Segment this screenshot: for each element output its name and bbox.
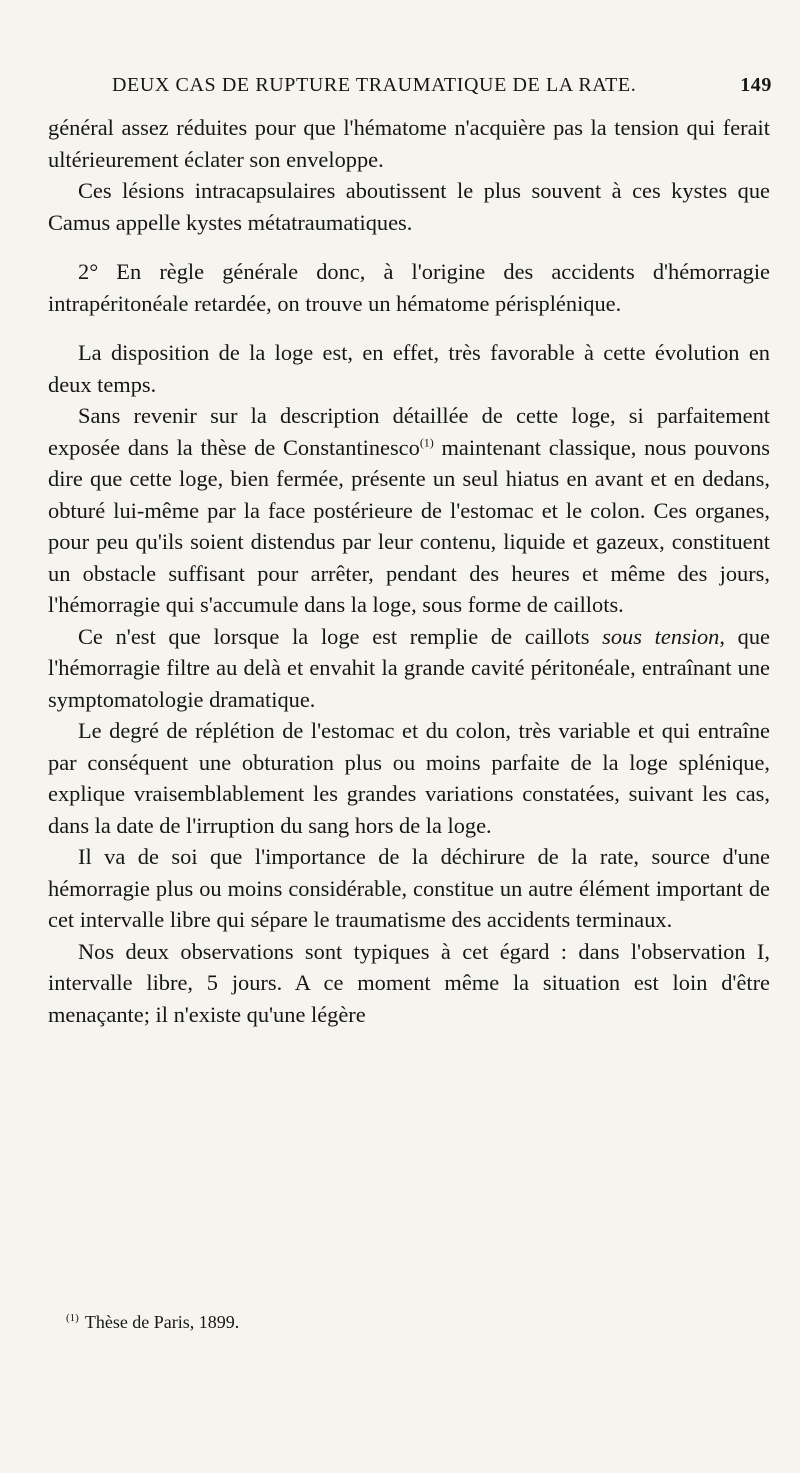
emphasis-text: sous tension: [602, 623, 720, 649]
paragraph-6-part-b: , que l'hémorragie filtre au delà et envahit la grande cavité péritonéale, entraînant une symptomatologie dramatique.: [48, 623, 770, 712]
paragraph-4: La disposition de la loge est, en effet, très favorable à cette évolution en deux temps.: [48, 340, 770, 397]
body-text: [48, 112, 770, 1030]
footnote: [66, 1312, 239, 1333]
footnote-reference[interactable]: (1): [419, 435, 434, 450]
paragraph-3: 2° En règle générale donc, à l'origine des accidents d'hémorragie intrapéritonéale retardée, on trouve un hématome périsplénique.: [48, 259, 770, 316]
paragraph-5: [48, 400, 770, 621]
paragraph-6: [48, 621, 770, 716]
paragraph-5-part-a: Sans revenir sur la description détaillée de cette loge, si parfaitement exposée dans la thèse de Constantinesco: [48, 403, 770, 460]
footnote-mark: (1): [66, 1312, 79, 1324]
paragraph-9: Nos deux observations sont typiques à cet égard : dans l'observation I, intervalle libre, 5 jours. A ce moment même la situation est loin d'être menaçante; il n'existe qu'une légère: [48, 938, 770, 1027]
paragraph-5-part-b: maintenant classique, nous pouvons dire que cette loge, bien fermée, présente un seul hiatus en avant et en dedans, obturé lui-même par la face postérieure de l'estomac et le colon. Ces organes, pour peu qu'ils soient distendus par leur contenu, liquide et gazeux, constituent un obstacle suffisant pour arrêter, pendant des heures et même des jours, l'hémorragie qui s'accumule dans la loge, sous forme de caillots.: [48, 434, 770, 617]
page-number: 149: [740, 74, 772, 96]
paragraph-2: Ces lésions intracapsulaires aboutissent le plus souvent à ces kystes que Camus appelle kystes métatraumatiques.: [48, 178, 770, 235]
running-title: DEUX CAS DE RUPTURE TRAUMATIQUE DE LA RATE.: [112, 74, 637, 96]
page-header: [112, 70, 772, 110]
paragraph-6-part-a: Ce n'est que lorsque la loge est remplie de caillots: [78, 623, 603, 649]
footnote-text: Thèse de Paris, 1899.: [84, 1312, 240, 1332]
paragraph-1: général assez réduites pour que l'hématome n'acquière pas la tension qui ferait ultérieurement éclater son enveloppe.: [48, 115, 770, 172]
paragraph-8: Il va de soi que l'importance de la déchirure de la rate, source d'une hémorragie plus ou moins considérable, constitue un autre élément important de cet intervalle libre qui sépare le traumatisme des accidents terminaux.: [48, 844, 770, 932]
paragraph-7: Le degré de réplétion de l'estomac et du colon, très variable et qui entraîne par conséquent une obturation plus ou moins parfaite de la loge splénique, explique vraisemblablement les grandes variations constatées, suivant les cas, dans la date de l'irruption du sang hors de la loge.: [48, 718, 770, 838]
